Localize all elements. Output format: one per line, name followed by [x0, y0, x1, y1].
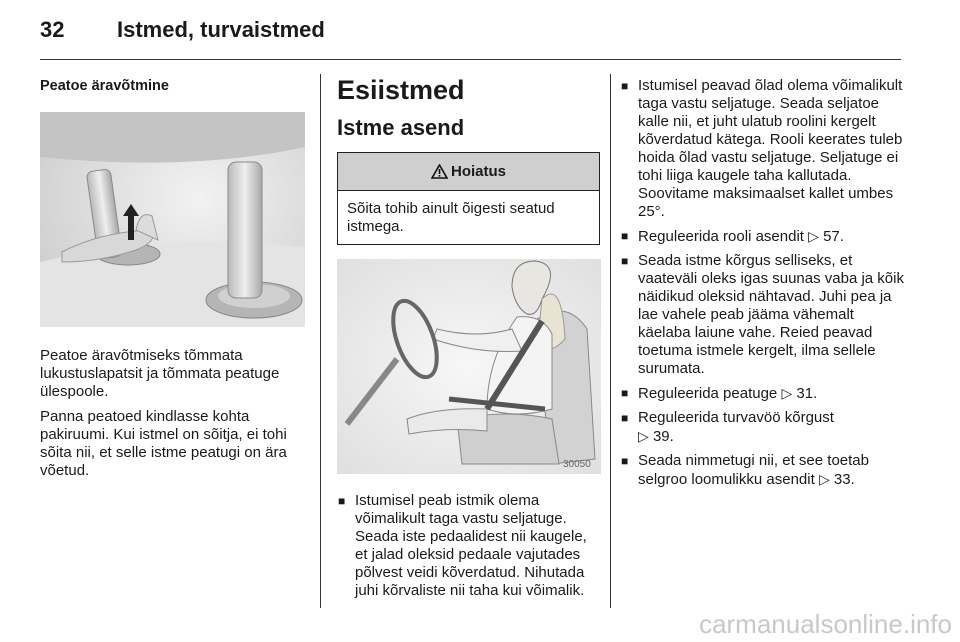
section-subheading: Istme asend: [337, 115, 465, 140]
section-heading: Esiistmed: [337, 75, 465, 105]
section-subheading: Peatoe äravõtmine: [40, 78, 169, 94]
bullet-icon: ■: [621, 229, 629, 243]
seated-driver-illustration: [337, 259, 601, 474]
paragraph: Peatoe äravõtmiseks tõmmata lukustuslapatsit ja tõmmata peatuge ülespoole.: [40, 347, 280, 400]
page-reference[interactable]: 33.: [833, 471, 855, 488]
page-reference[interactable]: 39.: [652, 428, 674, 445]
bullet-icon: ■: [621, 411, 629, 425]
warning-text: Sõita tohib ainult õigesti seatud istmega.: [347, 200, 555, 235]
page-ref-icon: ▷: [818, 471, 830, 487]
page-header: [0, 0, 960, 62]
column-divider: [320, 74, 321, 608]
header-divider: [40, 59, 901, 60]
warning-title: Hoiatus: [450, 163, 506, 180]
watermark: carmanualsonline.info: [699, 609, 952, 639]
warning-header: [338, 153, 599, 191]
column-middle: [337, 72, 601, 606]
bullet-list: [337, 492, 601, 600]
page-ref-icon: ▷: [781, 385, 793, 401]
paragraph: Panna peatoed kindlasse kohta pakiruumi. Kui istmel on sõitja, ei tohi sõita nii, et selle istme peatugi on ära võetud.: [40, 408, 287, 479]
warning-box: [337, 152, 600, 245]
bullet-icon: ■: [338, 494, 346, 508]
column-right: [620, 72, 905, 495]
list-item: ■ Istumisel peab istmik olema võimalikult taga vastu seljatuge. Seada iste pedaalidest nii kaugele, et jalad oleksid pedaale vajutades põlvest veidi kõverdatud. Nihutada juhi kõrvaliste nii taha kui võimalik.: [338, 492, 587, 599]
page-ref-icon: ▷: [808, 228, 819, 244]
warning-triangle-icon: [431, 164, 448, 179]
column-divider: [610, 74, 611, 608]
column-left: [40, 72, 305, 487]
bullet-icon: ■: [621, 254, 629, 268]
bullet-icon: ■: [621, 79, 629, 93]
bullet-icon: ■: [621, 454, 629, 468]
bullet-list: [620, 77, 905, 489]
list-item: ■ Istumisel peavad õlad olema võimalikult taga vastu seljatuge. Seada seljatoe kalle nii, et juht ulatub roolini kergelt kõverdatud kätega. Rooli keerates tuleb hoida õlad vastu seljatuge. Seljatuge ei tohi liiga kaugele taha kallutada. Soovitame maksimaalset kallet umbes 25°.: [621, 77, 903, 220]
page-number: 32: [40, 17, 65, 42]
list-item: ■ Reguleerida rooli asendit ▷ 57.: [621, 228, 844, 245]
list-item: ■ Seada nimmetugi nii, et see toetab selgroo loomulikku asendit ▷ 33.: [621, 452, 869, 488]
list-item: ■ Reguleerida peatuge ▷ 31.: [621, 385, 818, 402]
list-item: ■ Reguleerida turvavöö kõrgust ▷ 39.: [621, 409, 834, 445]
page-reference[interactable]: 31.: [796, 385, 818, 402]
figure-label: 30050: [563, 459, 591, 470]
bullet-icon: ■: [621, 386, 629, 400]
page-reference[interactable]: 57.: [823, 228, 844, 245]
list-item: ■ Seada istme kõrgus selliseks, et vaateväli oleks igas suunas vaba ja kõik näidikud oleksid nähtavad. Juhi pea ja lae vahele peab jääma vähemalt käelaba laiune vahe. Reied peavad toetuma istmele kergelt, ilma sellele surumata.: [621, 252, 904, 377]
page-ref-icon: ▷: [638, 428, 649, 444]
page-title: Istmed, turvaistmed: [117, 17, 325, 42]
headrest-removal-illustration: [40, 112, 305, 327]
